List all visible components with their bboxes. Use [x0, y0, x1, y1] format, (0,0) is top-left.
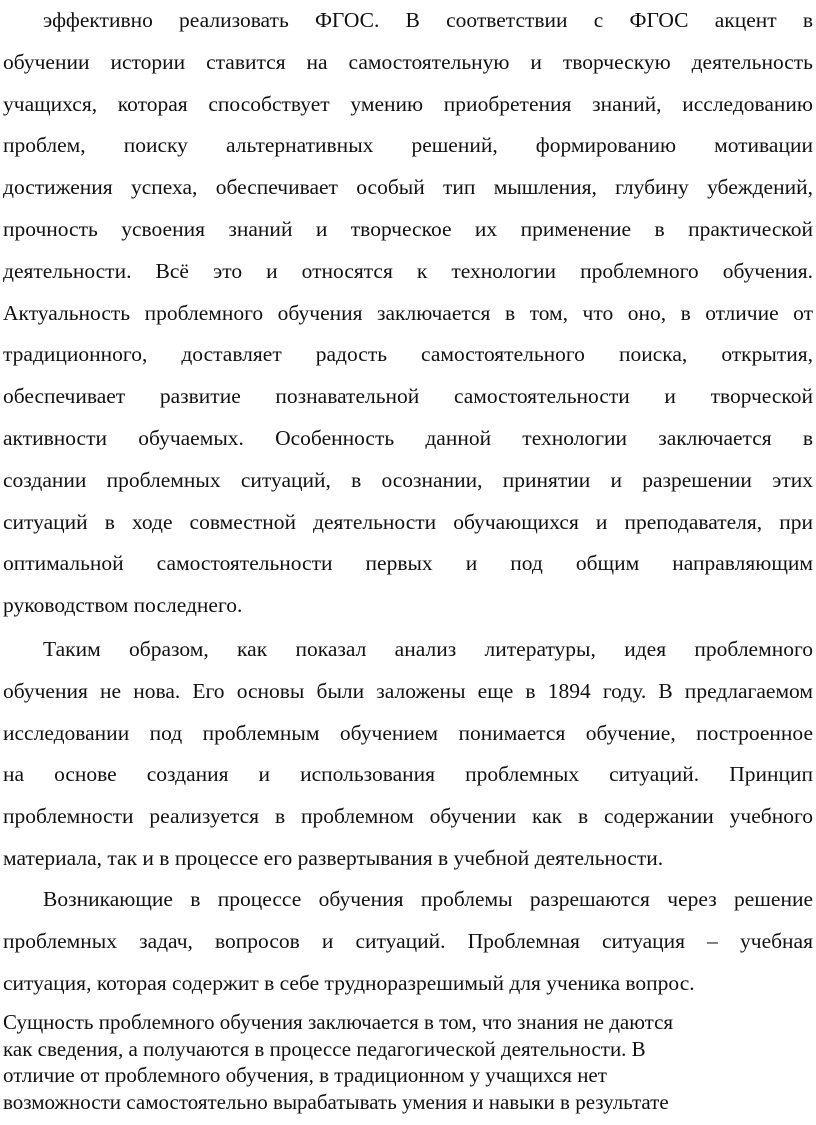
text-line: обучении истории ставится на самостоятельную и творческую деятельность [3, 49, 813, 74]
text-line: Возникающие в процессе обучения проблемы разрешаются через решение [43, 887, 813, 911]
text-line: учащихся, которая способствует умению приобретения знаний, исследованию [3, 91, 813, 116]
text-line: Актуальность проблемного обучения заключается в том, что оно, в отличие от [3, 300, 813, 325]
text-line: ситуация, которая содержит в себе трудноразрешимый для ученика вопрос. [3, 970, 695, 995]
paragraph-3 [0, 879, 816, 1004]
text-line: возможности самостоятельно вырабатывать умения и навыки в результате [3, 1089, 669, 1114]
text-line: обеспечивает развитие познавательной самостоятельности и творческой [3, 384, 813, 409]
text-line: Сущность проблемного обучения заключается в том, что знания не даются [3, 1010, 674, 1034]
text-line: создании проблемных ситуаций, в осознании, принятии и разрешении этих [3, 467, 813, 492]
text-line: прочность усвоения знаний и творческое их применение в практической [3, 216, 813, 241]
text-line: оптимальной самостоятельности первых и под общим направляющим [3, 551, 813, 576]
text-line: достижения успеха, обеспечивает особый тип мышления, глубину убеждений, [3, 175, 813, 200]
text-line: ситуаций в ходе совместной деятельности обучающихся и преподавателя, при [3, 509, 813, 534]
text-line: исследовании под проблемным обучением понимается обучение, построенное [3, 720, 813, 745]
text-line: как сведения, а получаются в процессе педагогической деятельности. В [3, 1036, 646, 1061]
text-line: проблем, поиску альтернативных решений, формированию мотивации [3, 133, 813, 158]
text-line: проблемности реализуется в проблемном обучении как в содержании учебного [3, 804, 813, 829]
text-line: на основе создания и использования проблемных ситуаций. Принцип [3, 762, 813, 787]
text-line: обучения не нова. Его основы были заложены еще в 1894 году. В предлагаемом [3, 678, 813, 703]
text-line: руководством последнего. [3, 593, 243, 618]
text-line: деятельности. Всё это и относятся к технологии проблемного обучения. [3, 258, 813, 283]
text-line: традиционного, доставляет радость самостоятельного поиска, открытия, [3, 342, 813, 367]
text-line: активности обучаемых. Особенность данной технологии заключается в [3, 425, 813, 450]
text-line: отличие от проблемного обучения, в традиционном у учащихся нет [3, 1063, 607, 1087]
text-line: материала, так и в процессе его развертывания в учебной деятельности. [3, 845, 664, 870]
text-line: проблемных задач, вопросов и ситуаций. Проблемная ситуация – учебная [3, 928, 813, 953]
text-line: эффективно реализовать ФГОС. В соответствии с ФГОС акцент в [43, 8, 813, 32]
paragraph-2 [0, 629, 816, 880]
text-line: Таким образом, как показал анализ литературы, идея проблемного [43, 637, 813, 661]
paragraph-4 [0, 1009, 816, 1115]
